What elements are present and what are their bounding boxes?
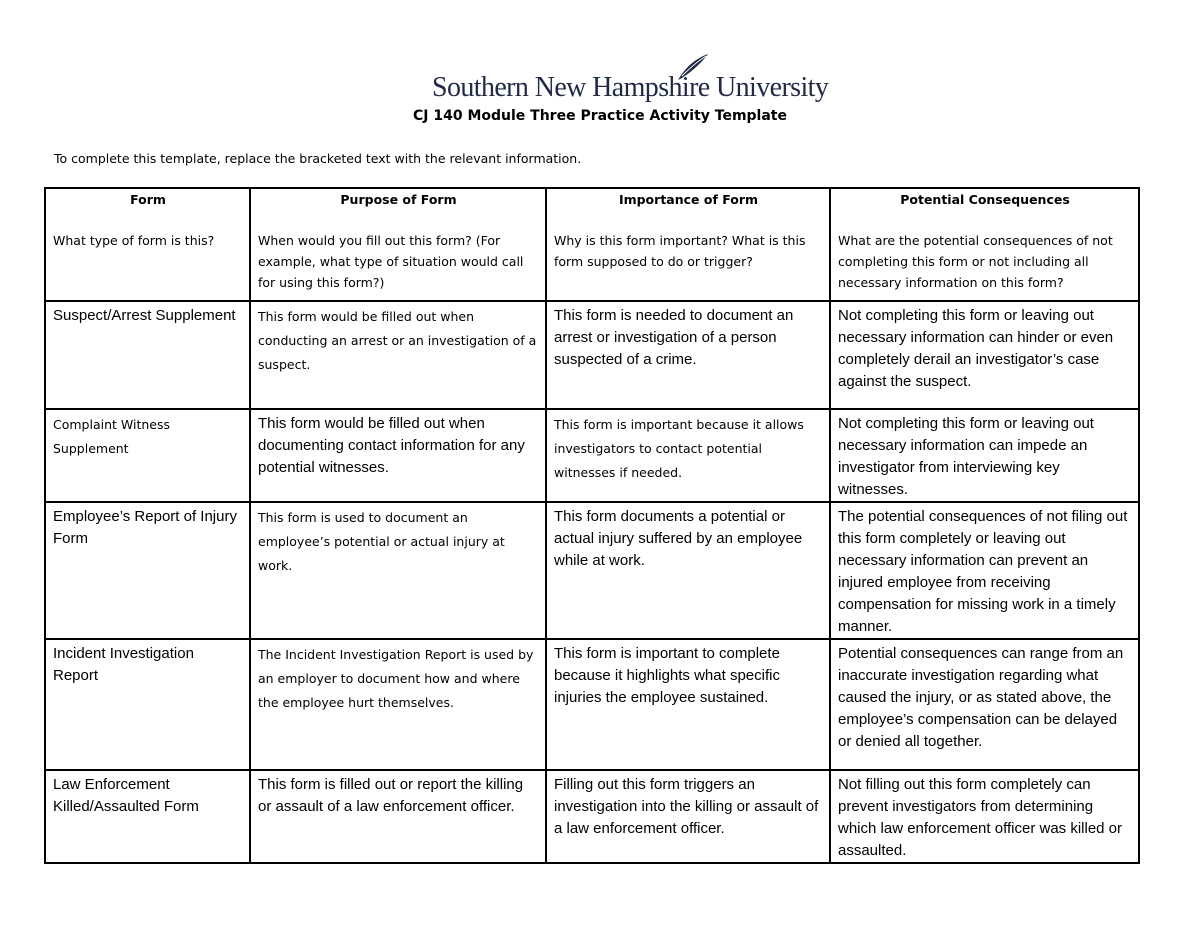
- importance-cell: This form is important because it allows investigators to contact potential witnesses if needed.: [546, 409, 830, 502]
- table-row: [45, 502, 1139, 639]
- purpose-cell: This form would be filled out when documenting contact information for any potential witnesses.: [250, 409, 546, 502]
- importance-cell: Filling out this form triggers an investigation into the killing or assault of a law enforcement officer.: [546, 770, 830, 863]
- table-row: [45, 639, 1139, 770]
- importance-cell: This form is important to complete because it highlights what specific injuries the employee sustained.: [546, 639, 830, 770]
- table-row: [45, 409, 1139, 502]
- header-cell-importance: [546, 188, 830, 301]
- consequences-cell: Potential consequences can range from an inaccurate investigation regarding what caused the injury, or as stated above, the employee’s compensation can be delayed or denied all together.: [830, 639, 1139, 770]
- header-question: What are the potential consequences of not completing this form or not including all necessary information on this form?: [838, 233, 1113, 290]
- table-header-row: [45, 188, 1139, 301]
- form-name-cell: Incident Investigation Report: [45, 639, 250, 770]
- document-title: CJ 140 Module Three Practice Activity Template: [413, 108, 787, 124]
- header-title: Importance of Form: [618, 192, 759, 207]
- header-cell-consequences: [830, 188, 1139, 301]
- purpose-cell: This form is used to document an employee’s potential or actual injury at work.: [250, 502, 546, 639]
- form-name-cell: Law Enforcement Killed/Assaulted Form: [45, 770, 250, 863]
- header-question: When would you fill out this form? (For example, what type of situation would call for using this form?): [258, 233, 524, 290]
- form-name-cell: Suspect/Arrest Supplement: [45, 301, 250, 409]
- purpose-cell: This form would be filled out when conducting an arrest or an investigation of a suspect.: [250, 301, 546, 409]
- forms-table: [44, 187, 1140, 864]
- snhu-logo: [432, 52, 829, 103]
- instructions-text: To complete this template, replace the bracketed text with the relevant information.: [54, 151, 582, 166]
- header-question: Why is this form important? What is this form supposed to do or trigger?: [554, 233, 806, 269]
- importance-cell: This form is needed to document an arrest or investigation of a person suspected of a crime.: [546, 301, 830, 409]
- consequences-cell: Not filling out this form completely can prevent investigators from determining which law enforcement officer was killed or assaulted.: [830, 770, 1139, 863]
- logo-wordmark: Southern New Hampshire University: [432, 72, 829, 103]
- header-title: Potential Consequences: [900, 192, 1070, 207]
- purpose-cell: This form is filled out or report the killing or assault of a law enforcement officer.: [250, 770, 546, 863]
- purpose-cell: The Incident Investigation Report is used by an employer to document how and where the employee hurt themselves.: [250, 639, 546, 770]
- consequences-cell: The potential consequences of not filing out this form completely or leaving out necessary information can prevent an injured employee from receiving compensation for missing work in a timely manner.: [830, 502, 1139, 639]
- table-row: [45, 770, 1139, 863]
- consequences-cell: Not completing this form or leaving out necessary information can impede an investigator from interviewing key witnesses.: [830, 409, 1139, 502]
- header-question: What type of form is this?: [53, 233, 215, 248]
- header-cell-form: [45, 188, 250, 301]
- header-title: Form: [130, 192, 166, 207]
- form-name-cell: Complaint Witness Supplement: [45, 409, 250, 502]
- importance-cell: This form documents a potential or actual injury suffered by an employee while at work.: [546, 502, 830, 639]
- header-title: Purpose of Form: [340, 192, 457, 207]
- header-cell-purpose: [250, 188, 546, 301]
- table-row: [45, 301, 1139, 409]
- quill-logo-icon: [676, 52, 710, 82]
- consequences-cell: Not completing this form or leaving out necessary information can hinder or even completely derail an investigator’s case against the suspect.: [830, 301, 1139, 409]
- form-name-cell: Employee’s Report of Injury Form: [45, 502, 250, 639]
